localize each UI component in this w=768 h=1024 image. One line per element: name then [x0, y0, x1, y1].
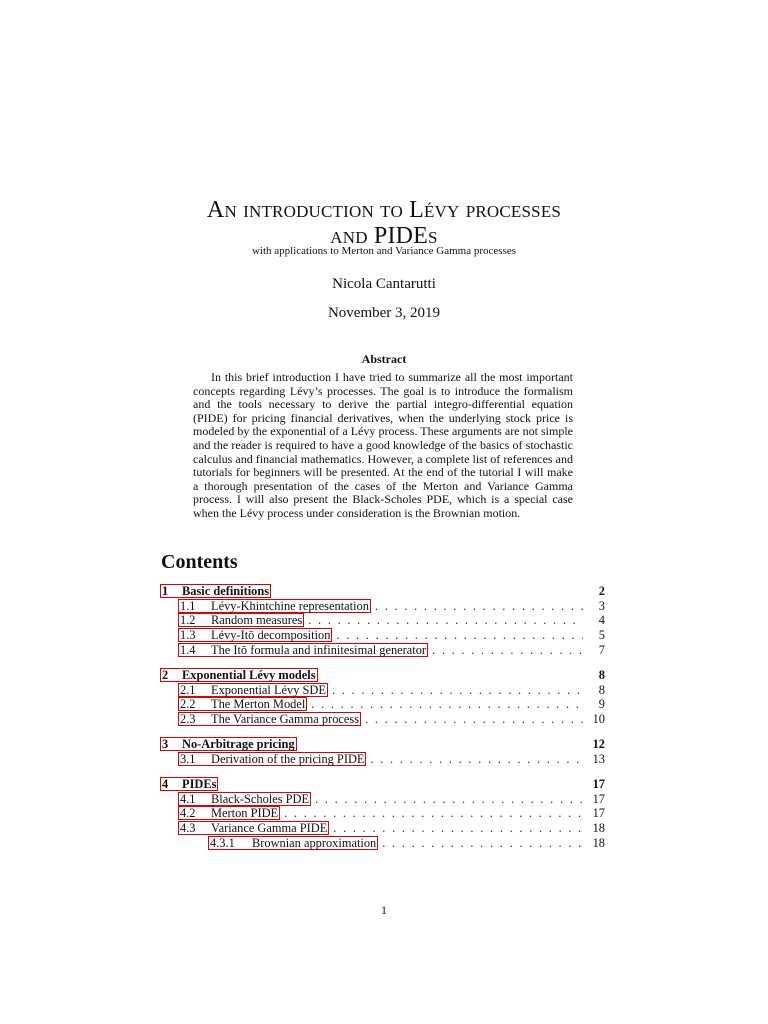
toc-page-number[interactable]: 17: [592, 777, 605, 792]
toc-number: 1.3: [180, 628, 196, 643]
author: Nicola Cantarutti: [332, 276, 436, 292]
toc-leader-dots: [315, 792, 583, 807]
table-of-contents: [160, 584, 605, 851]
toc-row: [160, 806, 605, 821]
toc-page-number[interactable]: 8: [598, 667, 605, 682]
toc-page-number[interactable]: 5: [598, 628, 605, 643]
toc-title: The Itō formula and infinitesimal generator: [211, 642, 427, 657]
toc-leader-dots: [370, 752, 583, 767]
toc-link[interactable]: [160, 668, 318, 682]
toc-page-number[interactable]: 4: [598, 613, 605, 628]
toc-number: 3: [162, 737, 169, 752]
toc-number: 2.3: [180, 712, 196, 726]
toc-title: Merton PIDE: [211, 806, 279, 821]
toc-leader-dots: [382, 836, 583, 851]
toc-title: The Merton Model: [211, 697, 306, 712]
toc-title: No-Arbitrage pricing: [182, 737, 295, 752]
toc-page-number[interactable]: 7: [598, 642, 605, 657]
toc-title: Variance Gamma PIDE: [211, 821, 328, 836]
title-line-1: An introduction to Lévy processes: [206, 197, 562, 223]
toc-row: [160, 836, 605, 851]
toc-number: 2: [162, 667, 169, 682]
toc-number: 1.1: [180, 598, 196, 613]
toc-title: PIDEs: [182, 777, 217, 792]
toc-title: Basic definitions: [182, 584, 270, 598]
toc-row: [160, 792, 605, 807]
toc-row: [160, 613, 605, 628]
toc-title: Black-Scholes PDE: [211, 791, 310, 806]
toc-page-number[interactable]: 2: [598, 584, 605, 598]
toc-number: 4.3: [180, 821, 196, 836]
toc-number: 3.1: [180, 751, 196, 766]
toc-page-number[interactable]: 17: [592, 806, 605, 821]
toc-title: Exponential Lévy SDE: [211, 682, 326, 697]
toc-title: Brownian approximation: [252, 835, 377, 850]
toc-row: [160, 752, 605, 767]
toc-title: Derivation of the pricing PIDE: [211, 751, 365, 766]
toc-row: [160, 668, 605, 683]
toc-link[interactable]: [178, 643, 428, 657]
toc-number: 1.4: [180, 642, 196, 657]
toc-leader-dots: [365, 712, 583, 727]
toc-number: 4.1: [180, 791, 196, 806]
title-line-2: and PIDEs: [330, 223, 438, 249]
toc-page-number[interactable]: 3: [598, 598, 605, 613]
toc-row: [160, 599, 605, 614]
toc-link[interactable]: [178, 628, 332, 642]
date: November 3, 2019: [327, 305, 441, 321]
toc-link[interactable]: [178, 613, 304, 627]
toc-leader-dots: [311, 697, 583, 712]
toc-number: 1: [162, 584, 169, 598]
toc-title: The Variance Gamma process: [211, 712, 360, 726]
toc-title: Random measures: [211, 613, 303, 628]
toc-link[interactable]: [178, 792, 311, 806]
toc-row: [160, 683, 605, 698]
toc-row: [160, 584, 605, 599]
toc-link[interactable]: [208, 836, 378, 850]
toc-link[interactable]: [178, 712, 361, 726]
toc-row: [160, 712, 605, 727]
toc-page-number[interactable]: 8: [598, 682, 605, 697]
toc-link[interactable]: [178, 821, 329, 835]
toc-page-number[interactable]: 12: [592, 737, 605, 752]
toc-title: Lévy-Khintchine representation: [211, 598, 369, 613]
toc-leader-dots: [308, 613, 583, 628]
abstract-text: In this brief introduction I have tried to summarize all the most important concepts regarding Lévy’s processes. The goal is to introduce the formalism and the tools necessary to derive the partial integro-differential equation (PIDE) for pricing financial derivatives, when the underlying stock price is modeled by the exponential of a Lévy process. These arguments are not simple and the reader is required to have a good knowledge of the basics of stochastic calculus and financial mathematics. However, a complete list of references and tutorials for beginners will be presented. At the end of the tutorial I will make a thorough presentation of the cases of the Merton and Variance Gamma process. I will also present the Black-Scholes PDE, which is a special case when the Lévy process under consideration is the Brownian motion.: [193, 370, 573, 520]
toc-link[interactable]: [160, 584, 271, 598]
toc-leader-dots: [284, 806, 583, 821]
toc-page-number[interactable]: 17: [592, 791, 605, 806]
toc-leader-dots: [332, 683, 583, 698]
toc-link[interactable]: [178, 599, 371, 613]
toc-number: 2.1: [180, 682, 196, 697]
toc-row: [160, 697, 605, 712]
toc-leader-dots: [333, 821, 583, 836]
toc-title: Exponential Lévy models: [182, 667, 316, 682]
toc-link[interactable]: [178, 697, 307, 711]
toc-row: [160, 737, 605, 752]
toc-number: 2.2: [180, 697, 196, 712]
toc-leader-dots: [375, 599, 583, 614]
toc-page-number[interactable]: 10: [592, 712, 605, 726]
toc-row: [160, 628, 605, 643]
toc-title: Lévy-Itō decomposition: [211, 628, 331, 643]
toc-row: [160, 821, 605, 836]
toc-number: 1.2: [180, 613, 196, 628]
toc-link[interactable]: [178, 752, 366, 766]
toc-leader-dots: [432, 643, 583, 658]
subtitle: with applications to Merton and Variance Gamma processes: [251, 245, 517, 257]
toc-link[interactable]: [178, 683, 328, 697]
abstract-heading: Abstract: [361, 352, 407, 366]
toc-page-number[interactable]: 18: [592, 821, 605, 836]
toc-row: [160, 643, 605, 658]
page-number: 1: [381, 903, 387, 917]
toc-leader-dots: [336, 628, 583, 643]
toc-row: [160, 777, 605, 792]
toc-number: 4: [162, 777, 169, 792]
toc-link[interactable]: [160, 777, 218, 791]
toc-page-number[interactable]: 13: [592, 751, 605, 766]
toc-number: 4.2: [180, 806, 196, 821]
toc-link[interactable]: [178, 806, 280, 820]
toc-page-number[interactable]: 9: [598, 697, 605, 712]
contents-heading: Contents: [161, 551, 238, 573]
toc-link[interactable]: [160, 737, 297, 751]
toc-page-number[interactable]: 18: [592, 835, 605, 850]
toc-number: 4.3.1: [210, 835, 235, 850]
